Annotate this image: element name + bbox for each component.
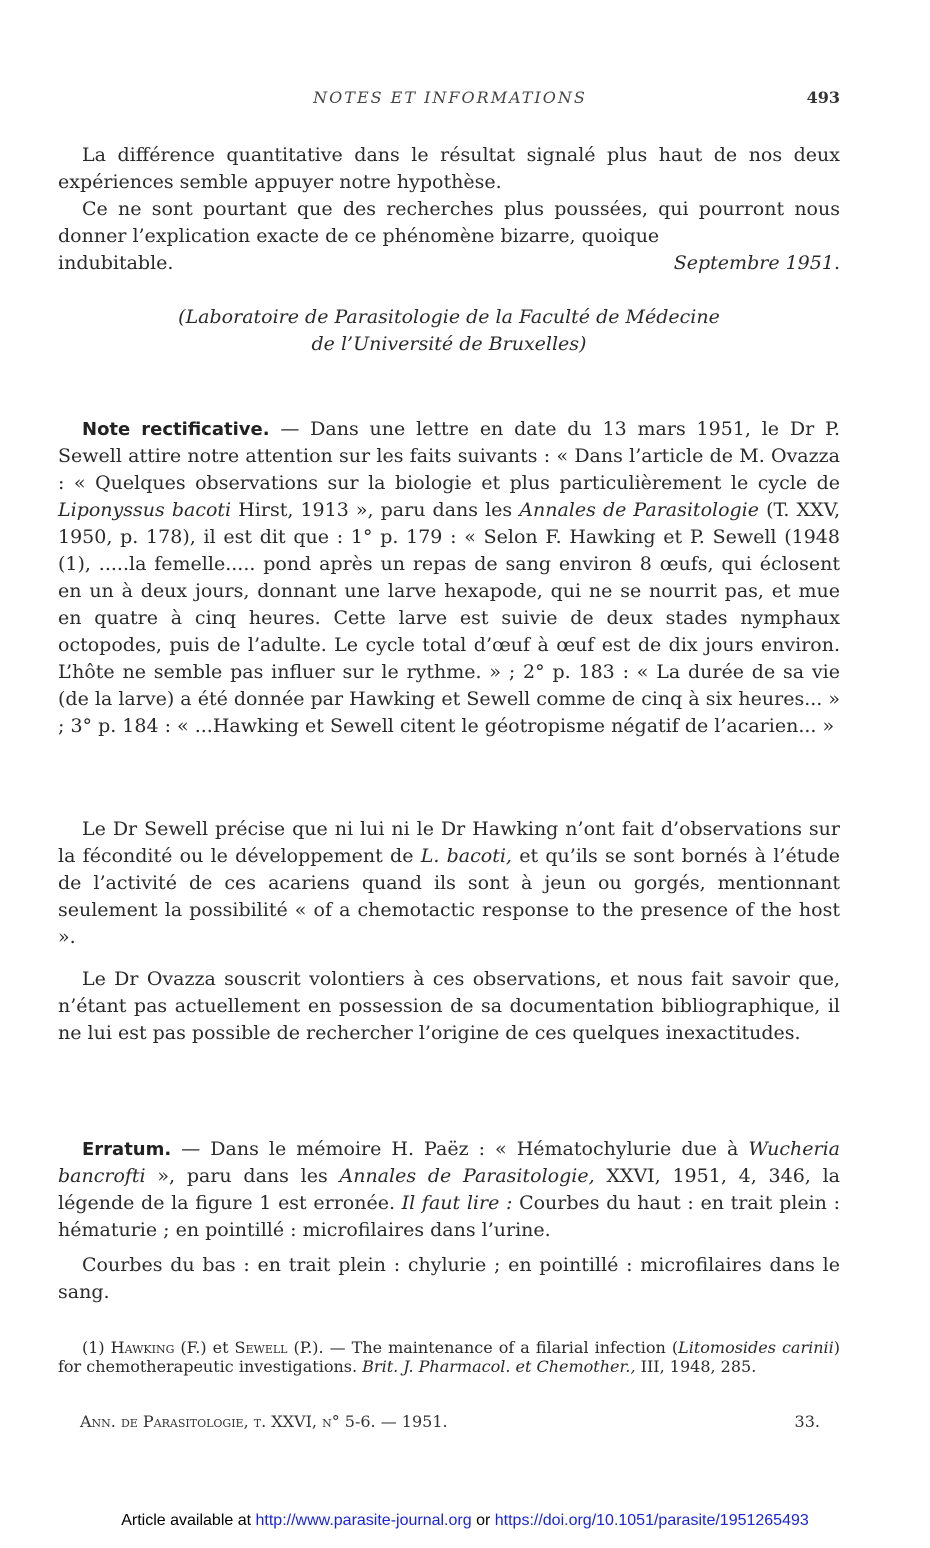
species-name: L. bacoti, <box>420 845 512 867</box>
paragraph-explanation <box>58 196 840 277</box>
species-name: Wucheria bancrofti <box>58 1138 840 1187</box>
note-text: Hirst, 1913 », paru dans les <box>231 499 520 521</box>
species-name: Litomosides carinii <box>678 1338 834 1357</box>
journal-site-link[interactable]: http://www.parasite-journal.org <box>255 1512 472 1529</box>
erratum-paragraph-2: Courbes du bas : en trait plein : chylurie ; en pointillé : microfilaires dans le sang. <box>58 1254 840 1303</box>
erratum-paragraph-1 <box>58 1136 840 1244</box>
paragraph-explanation-text: Ce ne sont pourtant que des recherches plus poussées, qui pourront nous donner l’explication exacte de ce phénomène bizarre, quoique <box>58 198 840 247</box>
species-name: Liponyssus bacoti <box>58 499 232 521</box>
paragraph-hypothesis: La différence quantitative dans le résultat signalé plus haut de nos deux expériences semble appuyer notre hypothèse. <box>58 144 840 193</box>
erratum-text: XXVI, 1951, 4, 346, la légende de la figure 1 est erronée. <box>58 1165 840 1214</box>
signature-line <box>58 250 840 277</box>
footnote-text: ) for chemotherapeutic investigations. <box>58 1338 841 1376</box>
note-rectificative-heading: Note rectificative. <box>82 419 270 440</box>
footnote-text: III, 1948, 285. <box>635 1357 757 1376</box>
note-text: Le Dr Sewell précise que ni lui ni le Dr Hawking n’ont fait d’observations sur la fécondité ou le développement de <box>58 818 840 867</box>
footnote-author: Hawking <box>110 1338 175 1357</box>
note-text: (T. XXV, 1950, p. 178), il est dit que : 1° p. 179 : « Selon F. Hawking et P. Sewell (1948 (1), .....la femelle..... pond après un repas de sang environ 8 œufs, qui éclosent en un à deux jours, donnant une larve hexapode, qui ne se nourrit pas, et mue en quatre à cinq heures. Cette larve est suivie de deux stades nymphaux octopodes, puis de l’adulte. Le cycle total d’œuf à œuf est de dix jours environ. L’hôte ne semble pas influer sur le rythme. » ; 2° p. 183 : « La durée de sa vie (de la larve) a été donnée par Hawking et Sewell comme de cinq à six heures... » ; 3° p. 184 : « ...Hawking et Sewell citent le géotropisme négatif de l’acarien... » <box>58 499 841 737</box>
availability-banner <box>0 1512 930 1530</box>
note-rectificative-paragraph-2 <box>58 816 840 951</box>
footnote-author: Sewell <box>234 1338 288 1357</box>
footnote-text: (F.) et <box>174 1338 235 1357</box>
correction-label: Il faut lire : <box>401 1192 513 1214</box>
signature-mark: 33. <box>794 1412 820 1431</box>
paragraph-explanation-end: indubitable. <box>58 252 174 274</box>
note-rectificative-paragraph-3: Le Dr Ovazza souscrit volontiers à ces observations, et nous fait savoir que, n’étant pas actuellement en possession de sa documentation bibliographique, il ne lui est pas possible de rechercher l’origine de ces quelques inexactitudes. <box>58 968 840 1044</box>
availability-middle: or <box>471 1512 495 1529</box>
erratum-text: Courbes du haut : en trait plein : hématurie ; en pointillé : microfilaires dans l’urine. <box>58 1192 840 1241</box>
journal-name: Annales de Parasitologie <box>519 499 760 521</box>
journal-name: Annales de Parasitologie, <box>339 1165 595 1187</box>
laboratory-affiliation <box>58 304 840 358</box>
page-number: 493 <box>806 88 840 107</box>
footnote-text: (1) <box>82 1338 111 1357</box>
laboratory-line-1: (Laboratoire de Parasitologie de la Faculté de Médecine <box>178 306 720 328</box>
doi-link[interactable]: https://doi.org/10.1051/parasite/1951265493 <box>494 1512 809 1529</box>
running-title: NOTES ET INFORMATIONS <box>313 88 587 107</box>
laboratory-line-2: de l’Université de Bruxelles) <box>311 333 587 355</box>
note-text: et qu’ils se sont bornés à l’étude de l’activité de ces acariens quand ils sont à jeun ou gorgés, mentionnant seulement la possibilité « of a chemotactic response to the presence of the host ». <box>58 845 840 948</box>
footnote-text: (P.). — The maintenance of a filarial infection ( <box>287 1338 679 1357</box>
erratum-text: — Dans le mémoire H. Paëz : « Hématochylurie due à <box>171 1138 749 1160</box>
availability-prefix: Article available at <box>121 1512 256 1529</box>
erratum-heading: Erratum. <box>82 1139 172 1160</box>
journal-name: Brit. J. Pharmacol. et Chemother., <box>362 1357 636 1376</box>
journal-citation: Ann. de Parasitologie, t. XXVI, n° 5-6. — 1951. <box>80 1412 448 1431</box>
footnote <box>58 1338 840 1376</box>
erratum-text: », paru dans les <box>145 1165 340 1187</box>
running-head <box>60 88 840 112</box>
note-text: — Dans une lettre en date du 13 mars 1951, le Dr P. Sewell attire notre attention sur les faits suivants : « Dans l’article de M. Ovazza : « Quelques observations sur la biologie et plus particulièrement le cycle de <box>58 418 840 494</box>
article-date: Septembre 1951. <box>673 252 840 274</box>
note-rectificative-paragraph-1 <box>58 416 840 740</box>
page-footer <box>80 1412 820 1431</box>
